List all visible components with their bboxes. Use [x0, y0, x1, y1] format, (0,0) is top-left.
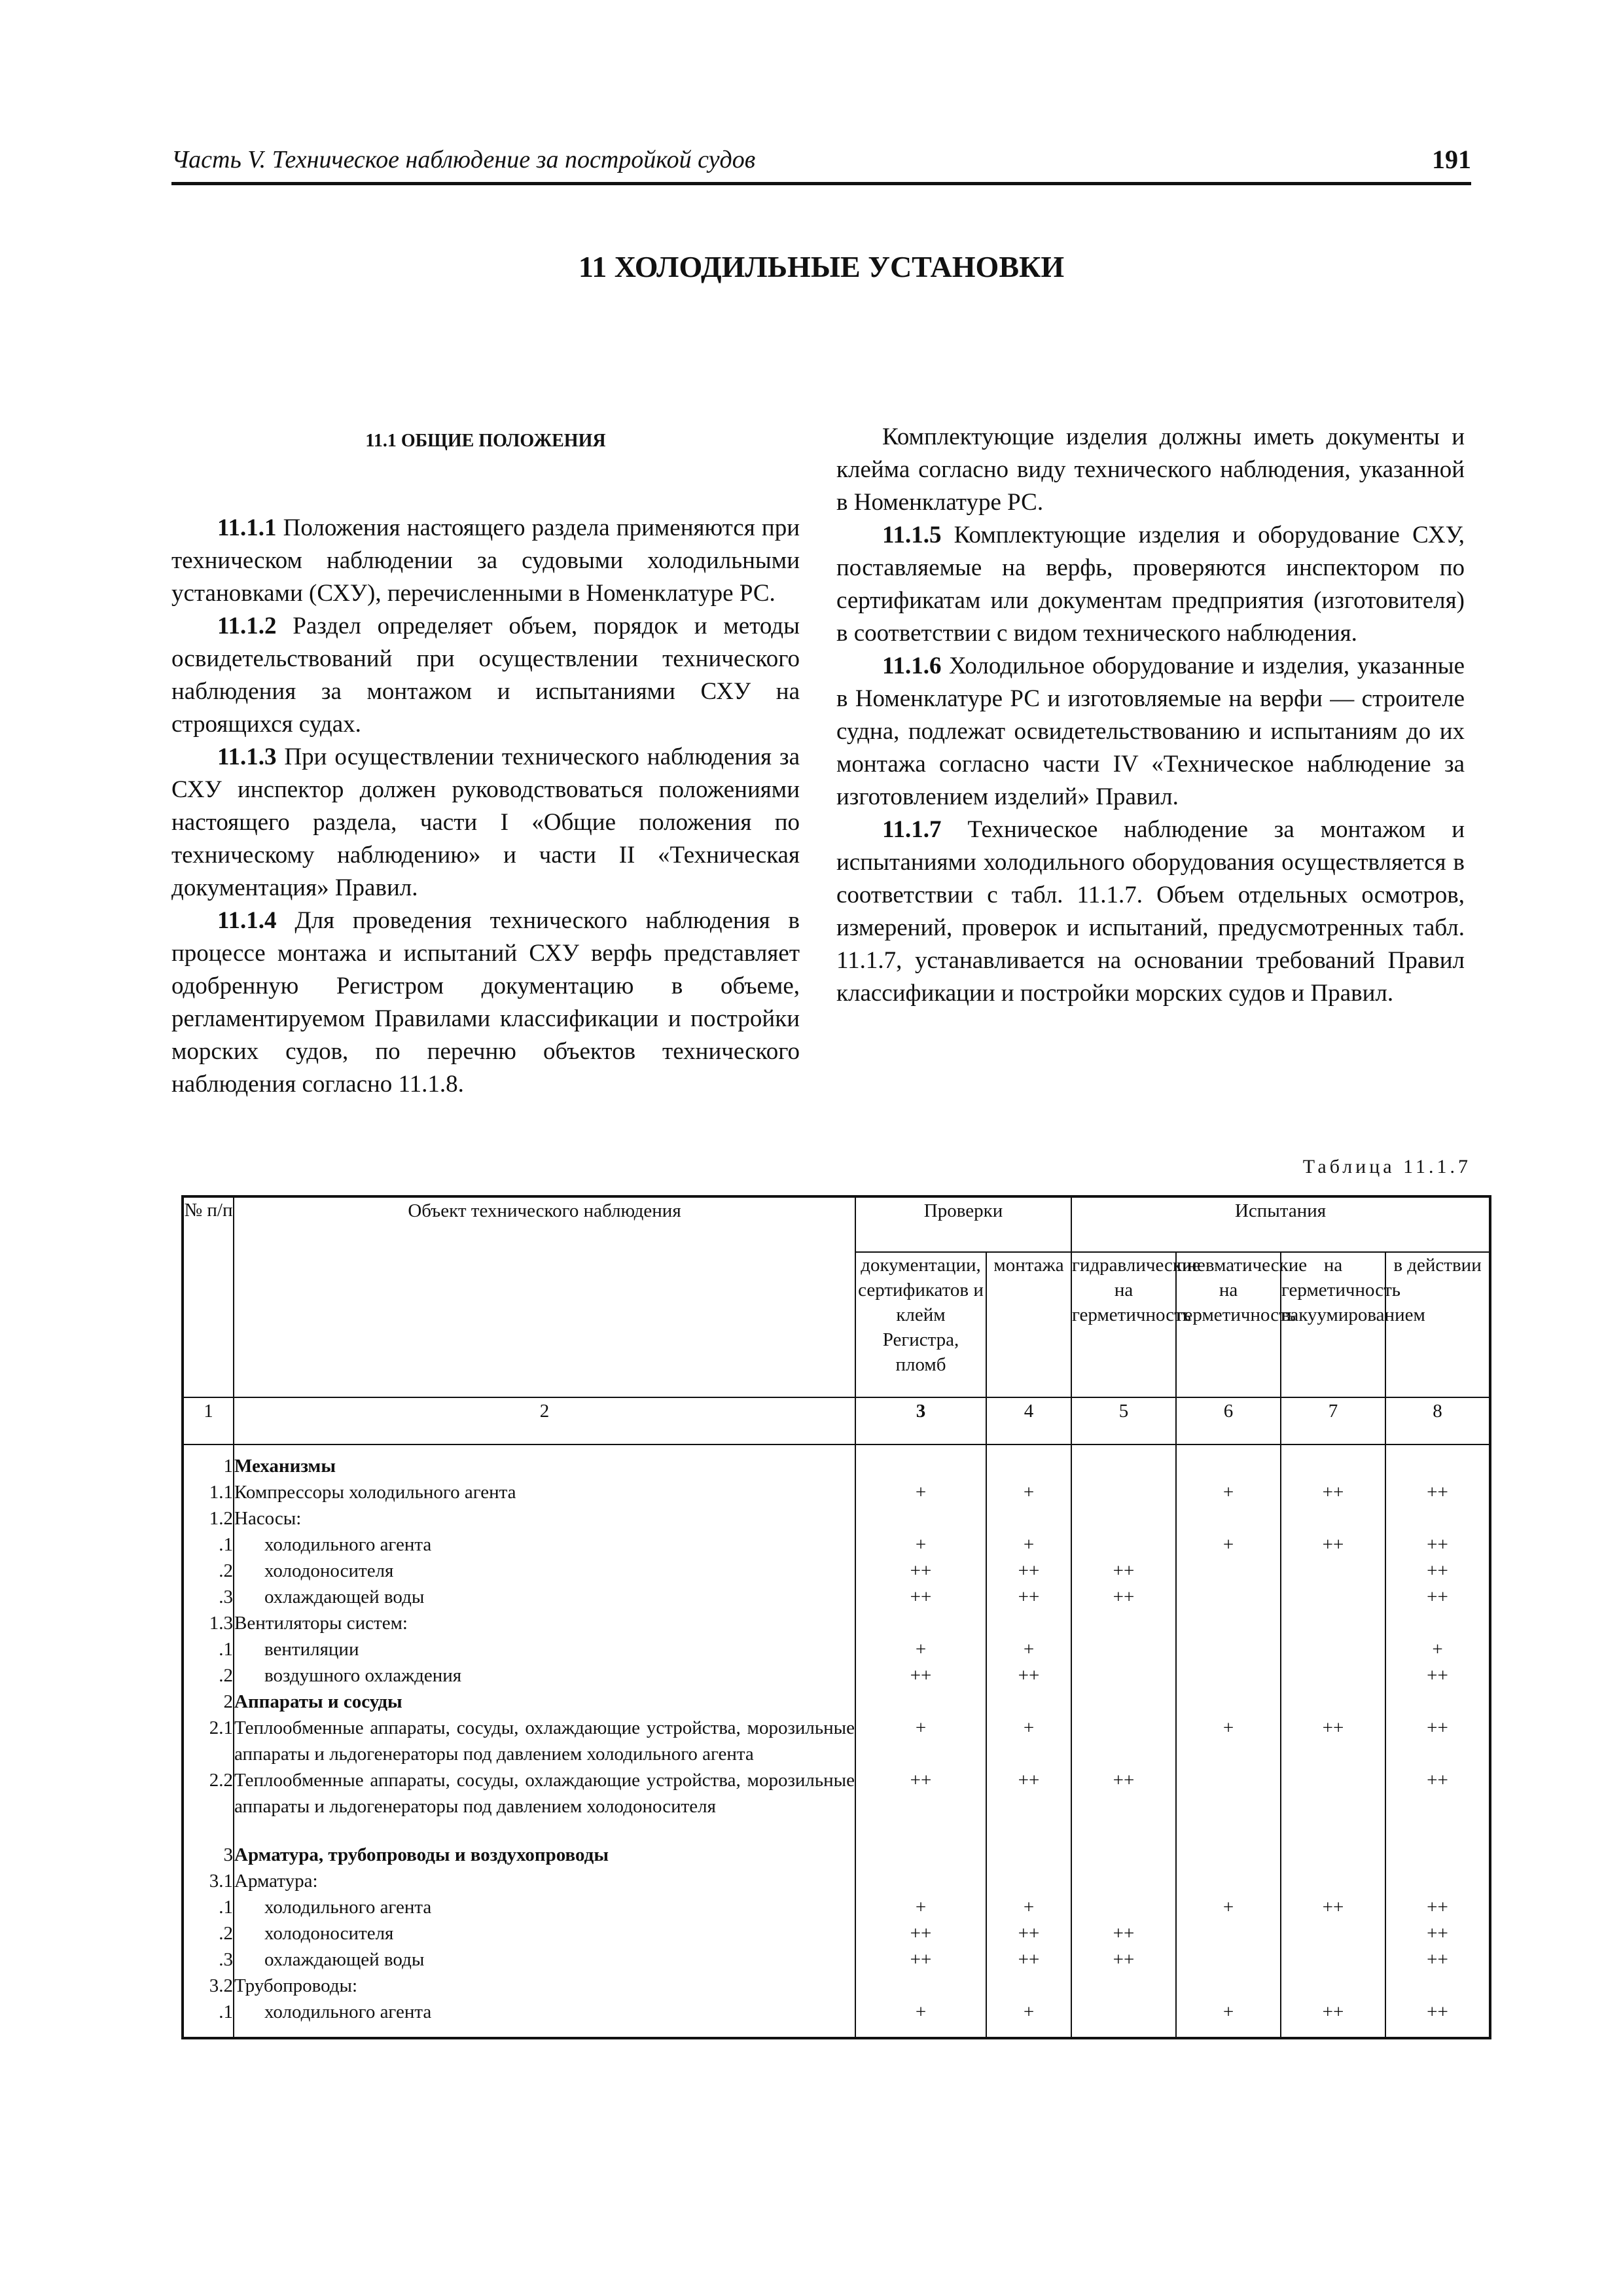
row-mark: +	[986, 1715, 1071, 1767]
row-object: Насосы:	[234, 1505, 855, 1532]
table-row	[183, 1767, 1490, 1820]
row-mark	[1281, 1767, 1385, 1820]
spacer-cell	[986, 1820, 1071, 1842]
row-mark: +	[1176, 1532, 1281, 1558]
header-checks: Проверки	[855, 1196, 1071, 1252]
table-row	[183, 1689, 1490, 1715]
row-mark	[1281, 1662, 1385, 1689]
row-mark: ++	[986, 1558, 1071, 1584]
row-number: 3.2	[183, 1973, 234, 1999]
row-mark	[1281, 1636, 1385, 1662]
row-mark	[855, 1689, 986, 1715]
section-title: 11.1 ОБЩИЕ ПОЛОЖЕНИЯ	[365, 431, 606, 451]
row-mark	[1071, 1973, 1176, 1999]
row-mark: ++	[986, 1662, 1071, 1689]
header-mounting: монтажа	[986, 1252, 1071, 1397]
header-vacuum: на герметичность вакуумированием	[1281, 1252, 1385, 1397]
row-mark: +	[855, 1636, 986, 1662]
table-row	[183, 1610, 1490, 1636]
row-mark: ++	[855, 1558, 986, 1584]
column-number: 5	[1071, 1397, 1176, 1444]
row-mark: +	[855, 1894, 986, 1920]
running-title: Часть V. Техническое наблюдение за постройкой судов	[171, 146, 756, 173]
paragraph	[836, 421, 1465, 519]
header-tests: Испытания	[1071, 1196, 1490, 1252]
row-mark: ++	[855, 1662, 986, 1689]
row-mark: +	[855, 1715, 986, 1767]
row-mark: +	[986, 1532, 1071, 1558]
row-object: Трубопроводы:	[234, 1973, 855, 1999]
paragraph	[171, 512, 800, 610]
row-mark	[1071, 1715, 1176, 1767]
row-number: 3.1	[183, 1868, 234, 1894]
row-mark	[986, 1868, 1071, 1894]
row-number: .3	[183, 1946, 234, 1973]
row-mark	[1281, 1584, 1385, 1610]
row-object: воздушного охлаждения	[234, 1662, 855, 1689]
column-number: 4	[986, 1397, 1071, 1444]
row-object: холодильного агента	[234, 1999, 855, 2038]
table-row	[183, 1715, 1490, 1767]
row-number: 2	[183, 1689, 234, 1715]
table-row	[183, 1999, 1490, 2038]
row-mark	[1281, 1444, 1385, 1479]
row-mark: ++	[1385, 1894, 1490, 1920]
paragraph-text: Техническое наблюдение за монтажом и испытаниями холодильного оборудования осуществляется в соответствии с табл. 11.1.7. Объем отдельных осмотров, измерений, проверок и испытаний, предусмотренных табл. 11.1.7, устанавливается на основании требований Правил классификации и постройки морских судов и Правил.	[836, 816, 1465, 1007]
row-mark	[986, 1842, 1071, 1868]
row-mark	[1176, 1444, 1281, 1479]
paragraph	[171, 610, 800, 741]
paragraph-number: 11.1.6	[882, 653, 942, 679]
row-mark: +	[855, 1479, 986, 1505]
table-row	[183, 1532, 1490, 1558]
row-mark: ++	[1071, 1767, 1176, 1820]
row-mark	[1176, 1505, 1281, 1532]
row-mark: ++	[986, 1920, 1071, 1946]
row-mark	[1385, 1689, 1490, 1715]
paragraph-number: 11.1.7	[882, 816, 942, 843]
paragraph	[836, 519, 1465, 650]
row-mark	[1176, 1920, 1281, 1946]
row-number: .1	[183, 1532, 234, 1558]
row-mark: ++	[1281, 1532, 1385, 1558]
row-mark: +	[855, 1999, 986, 2038]
table-row	[183, 1636, 1490, 1662]
row-mark: ++	[1385, 1999, 1490, 2038]
spacer-cell	[855, 1820, 986, 1842]
row-number: 3	[183, 1842, 234, 1868]
header-object: Объект технического наблюдения	[234, 1196, 855, 1397]
spacer-cell	[1385, 1820, 1490, 1842]
spacer-cell	[183, 1820, 234, 1842]
row-mark: ++	[1281, 1999, 1385, 2038]
row-mark: ++	[1071, 1946, 1176, 1973]
row-mark	[1176, 1636, 1281, 1662]
row-mark: ++	[855, 1767, 986, 1820]
row-object: Аппараты и сосуды	[234, 1689, 855, 1715]
row-mark: ++	[855, 1946, 986, 1973]
row-mark: +	[986, 1999, 1071, 2038]
table-body	[183, 1444, 1490, 2038]
row-object: холодоносителя	[234, 1920, 855, 1946]
row-mark: ++	[1385, 1662, 1490, 1689]
paragraph-number: 11.1.4	[217, 907, 277, 934]
row-mark: ++	[1281, 1479, 1385, 1505]
row-mark: ++	[986, 1767, 1071, 1820]
row-object: охлаждающей воды	[234, 1584, 855, 1610]
spacer-cell	[234, 1820, 855, 1842]
row-number: .2	[183, 1558, 234, 1584]
row-mark	[1176, 1662, 1281, 1689]
row-mark: +	[986, 1636, 1071, 1662]
header-operation: в действии	[1385, 1252, 1490, 1397]
row-mark	[1281, 1868, 1385, 1894]
row-mark	[855, 1973, 986, 1999]
row-mark: +	[1176, 1479, 1281, 1505]
row-mark	[986, 1973, 1071, 1999]
table-row	[183, 1479, 1490, 1505]
chapter-title: 11 ХОЛОДИЛЬНЫЕ УСТАНОВКИ	[578, 250, 1065, 283]
column-number: 8	[1385, 1397, 1490, 1444]
column-number: 6	[1176, 1397, 1281, 1444]
row-mark: ++	[1385, 1532, 1490, 1558]
row-mark: +	[1176, 1894, 1281, 1920]
row-mark	[1176, 1584, 1281, 1610]
header-documents: документации, сертификатов и клейм Регистра, пломб	[855, 1252, 986, 1397]
paragraph	[171, 741, 800, 905]
table-row	[183, 1584, 1490, 1610]
row-mark	[1281, 1842, 1385, 1868]
row-mark	[855, 1444, 986, 1479]
row-mark: ++	[855, 1920, 986, 1946]
paragraph-number: 11.1.2	[217, 613, 277, 639]
row-number: .2	[183, 1662, 234, 1689]
row-mark	[1071, 1610, 1176, 1636]
header-pneumatic: пневматические на герметичность	[1176, 1252, 1281, 1397]
row-mark	[1176, 1868, 1281, 1894]
row-mark: ++	[1071, 1558, 1176, 1584]
row-object: Теплообменные аппараты, сосуды, охлаждающие устройства, морозильные аппараты и льдогенераторы под давлением холодильного агента	[234, 1715, 855, 1767]
row-mark	[1176, 1973, 1281, 1999]
row-mark: ++	[986, 1584, 1071, 1610]
row-mark: ++	[1281, 1894, 1385, 1920]
row-mark	[1176, 1842, 1281, 1868]
row-mark	[1385, 1842, 1490, 1868]
row-mark	[1071, 1505, 1176, 1532]
row-number: 1.2	[183, 1505, 234, 1532]
row-object: холодильного агента	[234, 1532, 855, 1558]
table-row	[183, 1558, 1490, 1584]
row-mark: ++	[1385, 1558, 1490, 1584]
row-object: Арматура:	[234, 1868, 855, 1894]
row-mark	[1281, 1946, 1385, 1973]
paragraph	[836, 814, 1465, 1010]
row-object: холодильного агента	[234, 1894, 855, 1920]
row-mark: ++	[1385, 1584, 1490, 1610]
row-mark	[1071, 1689, 1176, 1715]
paragraph-text: При осуществлении технического наблюдения за СХУ инспектор должен руководствоваться положениями настоящего раздела, части I «Общие положения по техническому наблюдению» и части II «Техническая документация» Правил.	[171, 744, 800, 901]
row-mark	[1071, 1842, 1176, 1868]
row-mark	[1281, 1610, 1385, 1636]
row-object: Теплообменные аппараты, сосуды, охлаждающие устройства, морозильные аппараты и льдогенераторы под давлением холодоносителя	[234, 1767, 855, 1820]
row-number: 2.1	[183, 1715, 234, 1767]
paragraph	[171, 905, 800, 1101]
row-mark	[1176, 1610, 1281, 1636]
row-number: .2	[183, 1920, 234, 1946]
row-mark	[1176, 1767, 1281, 1820]
column-number: 2	[234, 1397, 855, 1444]
page-header	[171, 143, 1471, 185]
table-row	[183, 1920, 1490, 1946]
table-row	[183, 1842, 1490, 1868]
spacer-cell	[1281, 1820, 1385, 1842]
table-row	[183, 1946, 1490, 1973]
row-mark	[1281, 1689, 1385, 1715]
table-row	[183, 1973, 1490, 1999]
row-mark	[1281, 1558, 1385, 1584]
table-row	[183, 1868, 1490, 1894]
row-object: Механизмы	[234, 1444, 855, 1479]
row-mark	[1385, 1444, 1490, 1479]
table-row	[183, 1505, 1490, 1532]
row-mark: ++	[1281, 1715, 1385, 1767]
row-number: .1	[183, 1894, 234, 1920]
row-mark	[1281, 1973, 1385, 1999]
row-mark: ++	[1385, 1767, 1490, 1820]
paragraph-text: Раздел определяет объем, порядок и методы освидетельствований при осуществлении технического наблюдения за монтажом и испытаниями СХУ на строящихся судах.	[171, 613, 800, 738]
row-mark	[855, 1610, 986, 1636]
paragraph-text: Комплектующие изделия должны иметь документы и клейма согласно виду технического наблюдения, указанной в Номенклатуре РС.	[836, 423, 1465, 516]
row-mark	[1176, 1558, 1281, 1584]
row-object: охлаждающей воды	[234, 1946, 855, 1973]
row-mark	[1071, 1894, 1176, 1920]
row-mark	[1071, 1479, 1176, 1505]
row-mark	[1176, 1946, 1281, 1973]
column-number: 3	[855, 1397, 986, 1444]
row-mark	[1281, 1920, 1385, 1946]
row-mark	[986, 1444, 1071, 1479]
row-number: 2.2	[183, 1767, 234, 1820]
row-mark	[1071, 1636, 1176, 1662]
table-row	[183, 1894, 1490, 1920]
paragraph-number: 11.1.1	[217, 514, 277, 541]
paragraph-number: 11.1.5	[882, 522, 942, 548]
row-mark	[986, 1505, 1071, 1532]
paragraph-text: Холодильное оборудование и изделия, указанные в Номенклатуре РС и изготовляемые на верфи — строителе судна, подлежат освидетельствованию и испытаниям до их монтажа согласно части IV «Техническое наблюдение за изготовлением изделий» Правил.	[836, 653, 1465, 810]
row-mark: +	[1176, 1715, 1281, 1767]
spacer-cell	[1176, 1820, 1281, 1842]
row-object: Компрессоры холодильного агента	[234, 1479, 855, 1505]
row-mark: +	[855, 1532, 986, 1558]
row-mark: +	[986, 1479, 1071, 1505]
row-mark	[1071, 1532, 1176, 1558]
row-mark: ++	[1385, 1946, 1490, 1973]
row-mark	[1071, 1999, 1176, 2038]
row-mark: ++	[1071, 1584, 1176, 1610]
row-mark: ++	[1385, 1715, 1490, 1767]
paragraph-text: Комплектующие изделия и оборудование СХУ, поставляемые на верфь, проверяются инспектором по сертификатам или документам предприятия (изготовителя) в соответствии с видом технического наблюдения.	[836, 522, 1465, 647]
left-text-column	[171, 512, 800, 1101]
inspection-table	[181, 1195, 1491, 2039]
table-row	[183, 1820, 1490, 1842]
row-object: вентиляции	[234, 1636, 855, 1662]
row-number: .1	[183, 1636, 234, 1662]
row-mark	[986, 1610, 1071, 1636]
row-mark: ++	[1071, 1920, 1176, 1946]
table-caption: Таблица 11.1.7	[1302, 1156, 1471, 1177]
table-row	[183, 1662, 1490, 1689]
header-hydraulic: гидравлические на герметичность	[1071, 1252, 1176, 1397]
right-text-column	[836, 421, 1465, 1010]
row-mark	[1281, 1505, 1385, 1532]
row-mark	[855, 1842, 986, 1868]
column-number: 1	[183, 1397, 234, 1444]
row-mark	[1385, 1610, 1490, 1636]
row-object: Вентиляторы систем:	[234, 1610, 855, 1636]
row-mark	[986, 1689, 1071, 1715]
row-mark	[1385, 1505, 1490, 1532]
paragraph-number: 11.1.3	[217, 744, 277, 770]
spacer-cell	[1071, 1820, 1176, 1842]
row-number: 1.1	[183, 1479, 234, 1505]
row-mark: ++	[1385, 1479, 1490, 1505]
header-no: № п/п	[183, 1196, 234, 1397]
row-mark	[1071, 1868, 1176, 1894]
row-mark: +	[1385, 1636, 1490, 1662]
table-row	[183, 1444, 1490, 1479]
row-mark	[855, 1868, 986, 1894]
row-mark	[855, 1505, 986, 1532]
row-mark	[1176, 1689, 1281, 1715]
row-object: Арматура, трубопроводы и воздухопроводы	[234, 1842, 855, 1868]
row-number: .3	[183, 1584, 234, 1610]
page-number: 191	[1432, 145, 1471, 174]
row-mark	[1071, 1444, 1176, 1479]
row-mark: +	[986, 1894, 1071, 1920]
row-mark: ++	[986, 1946, 1071, 1973]
row-mark: +	[1176, 1999, 1281, 2038]
row-number: 1	[183, 1444, 234, 1479]
column-number: 7	[1281, 1397, 1385, 1444]
paragraph-text: Для проведения технического наблюдения в процессе монтажа и испытаний СХУ верфь представляет одобренную Регистром документацию в объеме, регламентируемом Правилами классификации и постройки морских судов, по перечню объектов технического наблюдения согласно 11.1.8.	[171, 907, 800, 1098]
row-object: холодоносителя	[234, 1558, 855, 1584]
paragraph	[836, 650, 1465, 814]
row-number: .1	[183, 1999, 234, 2038]
paragraph-text: Положения настоящего раздела применяются при техническом наблюдении за судовыми холодильными установками (СХУ), перечисленными в Номенклатуре РС.	[171, 514, 800, 607]
row-number: 1.3	[183, 1610, 234, 1636]
row-mark	[1385, 1973, 1490, 1999]
row-mark: ++	[855, 1584, 986, 1610]
row-mark: ++	[1385, 1920, 1490, 1946]
row-mark	[1385, 1868, 1490, 1894]
row-mark	[1071, 1662, 1176, 1689]
